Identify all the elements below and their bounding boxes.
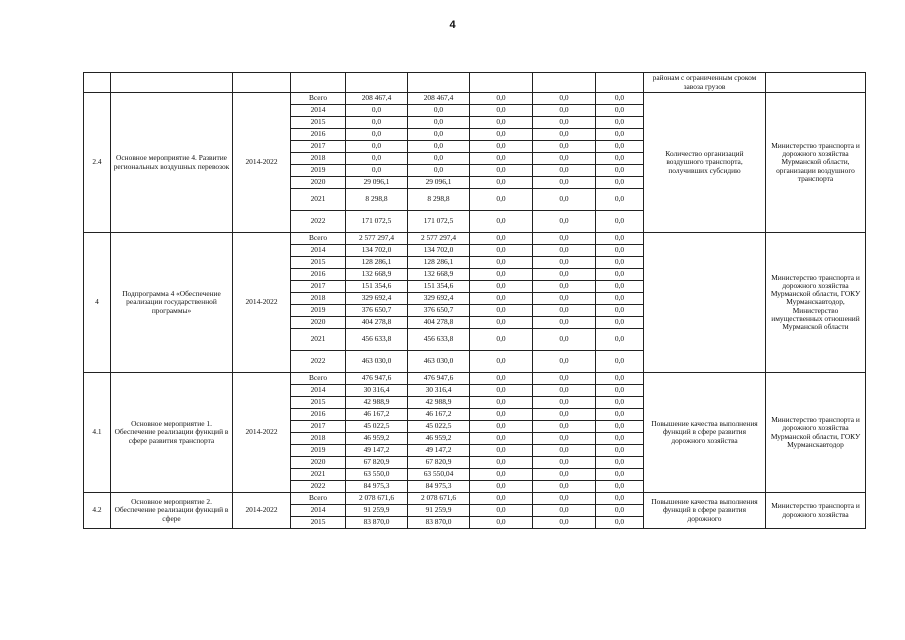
local-budget-cell: 0,0 <box>533 257 596 269</box>
regional-budget-cell: 2 577 297,4 <box>408 233 470 245</box>
other-sources-cell: 0,0 <box>596 189 644 211</box>
other-sources-cell: 0,0 <box>596 329 644 351</box>
other-sources-cell: 0,0 <box>596 293 644 305</box>
regional-budget-cell: 329 692,4 <box>408 293 470 305</box>
year-cell: 2021 <box>291 189 346 211</box>
regional-budget-cell: 46 959,2 <box>408 433 470 445</box>
local-budget-cell: 0,0 <box>533 117 596 129</box>
empty-cell <box>346 73 408 93</box>
year-cell: 2017 <box>291 421 346 433</box>
local-budget-cell: 0,0 <box>533 293 596 305</box>
total-cell: 42 988,9 <box>346 397 408 409</box>
federal-budget-cell: 0,0 <box>470 293 533 305</box>
regional-budget-cell: 151 354,6 <box>408 281 470 293</box>
local-budget-cell: 0,0 <box>533 105 596 117</box>
local-budget-cell: 0,0 <box>533 141 596 153</box>
item-period: 2014-2022 <box>233 373 291 493</box>
total-cell: 49 147,2 <box>346 445 408 457</box>
federal-budget-cell: 0,0 <box>470 281 533 293</box>
regional-budget-cell: 67 820,9 <box>408 457 470 469</box>
year-cell: 2017 <box>291 141 346 153</box>
year-cell: Всего <box>291 93 346 105</box>
federal-budget-cell: 0,0 <box>470 317 533 329</box>
total-cell: 2 078 671,6 <box>346 493 408 505</box>
local-budget-cell: 0,0 <box>533 245 596 257</box>
local-budget-cell: 0,0 <box>533 421 596 433</box>
regional-budget-cell: 29 096,1 <box>408 177 470 189</box>
regional-budget-cell: 49 147,2 <box>408 445 470 457</box>
year-cell: 2021 <box>291 469 346 481</box>
total-cell: 91 259,9 <box>346 505 408 517</box>
year-cell: 2022 <box>291 481 346 493</box>
empty-cell <box>766 73 866 93</box>
local-budget-cell: 0,0 <box>533 281 596 293</box>
other-sources-cell: 0,0 <box>596 93 644 105</box>
total-cell: 67 820,9 <box>346 457 408 469</box>
federal-budget-cell: 0,0 <box>470 445 533 457</box>
year-cell: 2014 <box>291 105 346 117</box>
federal-budget-cell: 0,0 <box>470 177 533 189</box>
total-cell: 134 702,0 <box>346 245 408 257</box>
year-cell: 2020 <box>291 317 346 329</box>
federal-budget-cell: 0,0 <box>470 153 533 165</box>
regional-budget-cell: 376 650,7 <box>408 305 470 317</box>
other-sources-cell: 0,0 <box>596 257 644 269</box>
federal-budget-cell: 0,0 <box>470 373 533 385</box>
table-row <box>84 493 866 505</box>
year-cell: 2018 <box>291 153 346 165</box>
year-cell: 2015 <box>291 517 346 529</box>
total-cell: 329 692,4 <box>346 293 408 305</box>
indicator-cell: Повышение качества выполнения функций в сфере развития дорожного хозяйства <box>644 373 766 493</box>
empty-cell <box>533 73 596 93</box>
item-number: 2.4 <box>84 93 111 233</box>
year-cell: 2018 <box>291 433 346 445</box>
local-budget-cell: 0,0 <box>533 177 596 189</box>
other-sources-cell: 0,0 <box>596 233 644 245</box>
local-budget-cell: 0,0 <box>533 517 596 529</box>
executors-cell: Министерство транспорта и дорожного хозяйства Мурманской области, ГОКУ Мурманскавтодор, Министерство имущественных отношений Мурманской области <box>766 233 866 373</box>
other-sources-cell: 0,0 <box>596 505 644 517</box>
total-cell: 0,0 <box>346 165 408 177</box>
other-sources-cell: 0,0 <box>596 409 644 421</box>
regional-budget-cell: 2 078 671,6 <box>408 493 470 505</box>
regional-budget-cell: 463 030,0 <box>408 351 470 373</box>
total-cell: 30 316,4 <box>346 385 408 397</box>
total-cell: 8 298,8 <box>346 189 408 211</box>
federal-budget-cell: 0,0 <box>470 233 533 245</box>
year-cell: 2020 <box>291 457 346 469</box>
year-cell: 2019 <box>291 165 346 177</box>
empty-cell <box>111 73 233 93</box>
other-sources-cell: 0,0 <box>596 373 644 385</box>
other-sources-cell: 0,0 <box>596 517 644 529</box>
other-sources-cell: 0,0 <box>596 493 644 505</box>
other-sources-cell: 0,0 <box>596 397 644 409</box>
item-title: Основное мероприятие 1. Обеспечение реализации функций в сфере развития транспорта <box>111 373 233 493</box>
federal-budget-cell: 0,0 <box>470 481 533 493</box>
year-cell: 2017 <box>291 281 346 293</box>
total-cell: 404 278,8 <box>346 317 408 329</box>
regional-budget-cell: 134 702,0 <box>408 245 470 257</box>
regional-budget-cell: 83 870,0 <box>408 517 470 529</box>
federal-budget-cell: 0,0 <box>470 409 533 421</box>
regional-budget-cell: 208 467,4 <box>408 93 470 105</box>
local-budget-cell: 0,0 <box>533 469 596 481</box>
empty-cell <box>291 73 346 93</box>
regional-budget-cell: 0,0 <box>408 165 470 177</box>
regional-budget-cell: 84 975,3 <box>408 481 470 493</box>
item-period: 2014-2022 <box>233 93 291 233</box>
regional-budget-cell: 45 022,5 <box>408 421 470 433</box>
local-budget-cell: 0,0 <box>533 93 596 105</box>
other-sources-cell: 0,0 <box>596 305 644 317</box>
total-cell: 46 959,2 <box>346 433 408 445</box>
year-cell: 2020 <box>291 177 346 189</box>
regional-budget-cell: 0,0 <box>408 141 470 153</box>
item-period: 2014-2022 <box>233 233 291 373</box>
local-budget-cell: 0,0 <box>533 189 596 211</box>
federal-budget-cell: 0,0 <box>470 305 533 317</box>
year-cell: 2015 <box>291 257 346 269</box>
total-cell: 128 286,1 <box>346 257 408 269</box>
year-cell: 2019 <box>291 445 346 457</box>
federal-budget-cell: 0,0 <box>470 493 533 505</box>
local-budget-cell: 0,0 <box>533 373 596 385</box>
local-budget-cell: 0,0 <box>533 397 596 409</box>
year-cell: 2022 <box>291 211 346 233</box>
executors-cell: Министерство транспорта и дорожного хозяйства <box>766 493 866 529</box>
total-cell: 29 096,1 <box>346 177 408 189</box>
indicator-cell: Количество организаций воздушного транспорта, получивших субсидию <box>644 93 766 233</box>
total-cell: 83 870,0 <box>346 517 408 529</box>
other-sources-cell: 0,0 <box>596 269 644 281</box>
year-cell: 2018 <box>291 293 346 305</box>
regional-budget-cell: 128 286,1 <box>408 257 470 269</box>
federal-budget-cell: 0,0 <box>470 189 533 211</box>
federal-budget-cell: 0,0 <box>470 329 533 351</box>
other-sources-cell: 0,0 <box>596 153 644 165</box>
regional-budget-cell: 0,0 <box>408 105 470 117</box>
regional-budget-cell: 0,0 <box>408 129 470 141</box>
total-cell: 46 167,2 <box>346 409 408 421</box>
regional-budget-cell: 171 072,5 <box>408 211 470 233</box>
federal-budget-cell: 0,0 <box>470 469 533 481</box>
year-cell: 2016 <box>291 269 346 281</box>
total-cell: 84 975,3 <box>346 481 408 493</box>
executors-cell: Министерство транспорта и дорожного хозяйства Мурманской области, ГОКУ Мурманскавтодор <box>766 373 866 493</box>
year-cell: Всего <box>291 493 346 505</box>
regional-budget-cell: 63 550,04 <box>408 469 470 481</box>
local-budget-cell: 0,0 <box>533 481 596 493</box>
year-cell: 2021 <box>291 329 346 351</box>
federal-budget-cell: 0,0 <box>470 433 533 445</box>
item-number: 4.1 <box>84 373 111 493</box>
federal-budget-cell: 0,0 <box>470 141 533 153</box>
local-budget-cell: 0,0 <box>533 153 596 165</box>
other-sources-cell: 0,0 <box>596 141 644 153</box>
table-row <box>84 373 866 385</box>
other-sources-cell: 0,0 <box>596 421 644 433</box>
empty-cell <box>408 73 470 93</box>
federal-budget-cell: 0,0 <box>470 245 533 257</box>
local-budget-cell: 0,0 <box>533 351 596 373</box>
federal-budget-cell: 0,0 <box>470 165 533 177</box>
table-row <box>84 93 866 105</box>
other-sources-cell: 0,0 <box>596 177 644 189</box>
local-budget-cell: 0,0 <box>533 385 596 397</box>
other-sources-cell: 0,0 <box>596 165 644 177</box>
indicator-cell: Повышение качества выполнения функций в сфере развития дорожного <box>644 493 766 529</box>
year-cell: 2015 <box>291 117 346 129</box>
item-number: 4 <box>84 233 111 373</box>
local-budget-cell: 0,0 <box>533 165 596 177</box>
item-period: 2014-2022 <box>233 493 291 529</box>
total-cell: 63 550,0 <box>346 469 408 481</box>
other-sources-cell: 0,0 <box>596 469 644 481</box>
federal-budget-cell: 0,0 <box>470 505 533 517</box>
total-cell: 476 947,6 <box>346 373 408 385</box>
other-sources-cell: 0,0 <box>596 481 644 493</box>
federal-budget-cell: 0,0 <box>470 93 533 105</box>
total-cell: 0,0 <box>346 105 408 117</box>
total-cell: 456 633,8 <box>346 329 408 351</box>
total-cell: 0,0 <box>346 117 408 129</box>
other-sources-cell: 0,0 <box>596 105 644 117</box>
empty-cell <box>470 73 533 93</box>
year-cell: 2022 <box>291 351 346 373</box>
local-budget-cell: 0,0 <box>533 409 596 421</box>
regional-budget-cell: 91 259,9 <box>408 505 470 517</box>
local-budget-cell: 0,0 <box>533 329 596 351</box>
regional-budget-cell: 132 668,9 <box>408 269 470 281</box>
federal-budget-cell: 0,0 <box>470 421 533 433</box>
local-budget-cell: 0,0 <box>533 233 596 245</box>
regional-budget-cell: 8 298,8 <box>408 189 470 211</box>
item-title: Подпрограмма 4 «Обеспечение реализации государственной программы» <box>111 233 233 373</box>
total-cell: 2 577 297,4 <box>346 233 408 245</box>
year-cell: 2014 <box>291 385 346 397</box>
local-budget-cell: 0,0 <box>533 505 596 517</box>
federal-budget-cell: 0,0 <box>470 105 533 117</box>
federal-budget-cell: 0,0 <box>470 257 533 269</box>
federal-budget-cell: 0,0 <box>470 385 533 397</box>
other-sources-cell: 0,0 <box>596 433 644 445</box>
other-sources-cell: 0,0 <box>596 281 644 293</box>
local-budget-cell: 0,0 <box>533 305 596 317</box>
local-budget-cell: 0,0 <box>533 317 596 329</box>
other-sources-cell: 0,0 <box>596 245 644 257</box>
federal-budget-cell: 0,0 <box>470 517 533 529</box>
other-sources-cell: 0,0 <box>596 211 644 233</box>
federal-budget-cell: 0,0 <box>470 117 533 129</box>
local-budget-cell: 0,0 <box>533 129 596 141</box>
year-cell: 2014 <box>291 245 346 257</box>
total-cell: 45 022,5 <box>346 421 408 433</box>
federal-budget-cell: 0,0 <box>470 269 533 281</box>
local-budget-cell: 0,0 <box>533 269 596 281</box>
regional-budget-cell: 0,0 <box>408 153 470 165</box>
federal-budget-cell: 0,0 <box>470 397 533 409</box>
executors-cell: Министерство транспорта и дорожного хозяйства Мурманской области, организации воздушного транспорта <box>766 93 866 233</box>
page-number: 4 <box>449 19 456 31</box>
total-cell: 171 072,5 <box>346 211 408 233</box>
item-number: 4.2 <box>84 493 111 529</box>
empty-cell <box>84 73 111 93</box>
regional-budget-cell: 476 947,6 <box>408 373 470 385</box>
regional-budget-cell: 42 988,9 <box>408 397 470 409</box>
empty-cell <box>233 73 291 93</box>
local-budget-cell: 0,0 <box>533 445 596 457</box>
regional-budget-cell: 46 167,2 <box>408 409 470 421</box>
regional-budget-cell: 404 278,8 <box>408 317 470 329</box>
year-cell: 2014 <box>291 505 346 517</box>
other-sources-cell: 0,0 <box>596 457 644 469</box>
local-budget-cell: 0,0 <box>533 433 596 445</box>
year-cell: 2019 <box>291 305 346 317</box>
total-cell: 0,0 <box>346 141 408 153</box>
federal-budget-cell: 0,0 <box>470 129 533 141</box>
local-budget-cell: 0,0 <box>533 457 596 469</box>
regional-budget-cell: 0,0 <box>408 117 470 129</box>
other-sources-cell: 0,0 <box>596 117 644 129</box>
federal-budget-cell: 0,0 <box>470 351 533 373</box>
regional-budget-cell: 456 633,8 <box>408 329 470 351</box>
program-funding-table <box>83 72 866 529</box>
total-cell: 208 467,4 <box>346 93 408 105</box>
local-budget-cell: 0,0 <box>533 493 596 505</box>
federal-budget-cell: 0,0 <box>470 211 533 233</box>
total-cell: 376 650,7 <box>346 305 408 317</box>
regional-budget-cell: 30 316,4 <box>408 385 470 397</box>
indicator-cell <box>644 233 766 373</box>
other-sources-cell: 0,0 <box>596 129 644 141</box>
year-cell: 2016 <box>291 129 346 141</box>
year-cell: Всего <box>291 373 346 385</box>
continuation-header-row <box>84 73 866 93</box>
indicator-continuation: районам с ограниченным сроком завоза грузов <box>644 73 766 93</box>
year-cell: Всего <box>291 233 346 245</box>
total-cell: 0,0 <box>346 129 408 141</box>
total-cell: 151 354,6 <box>346 281 408 293</box>
local-budget-cell: 0,0 <box>533 211 596 233</box>
table-row <box>84 233 866 245</box>
other-sources-cell: 0,0 <box>596 445 644 457</box>
federal-budget-cell: 0,0 <box>470 457 533 469</box>
total-cell: 132 668,9 <box>346 269 408 281</box>
total-cell: 463 030,0 <box>346 351 408 373</box>
other-sources-cell: 0,0 <box>596 385 644 397</box>
total-cell: 0,0 <box>346 153 408 165</box>
year-cell: 2015 <box>291 397 346 409</box>
other-sources-cell: 0,0 <box>596 317 644 329</box>
empty-cell <box>596 73 644 93</box>
item-title: Основное мероприятие 4. Развитие региональных воздушных перевозок <box>111 93 233 233</box>
item-title: Основное мероприятие 2. Обеспечение реализации функций в сфере <box>111 493 233 529</box>
other-sources-cell: 0,0 <box>596 351 644 373</box>
year-cell: 2016 <box>291 409 346 421</box>
